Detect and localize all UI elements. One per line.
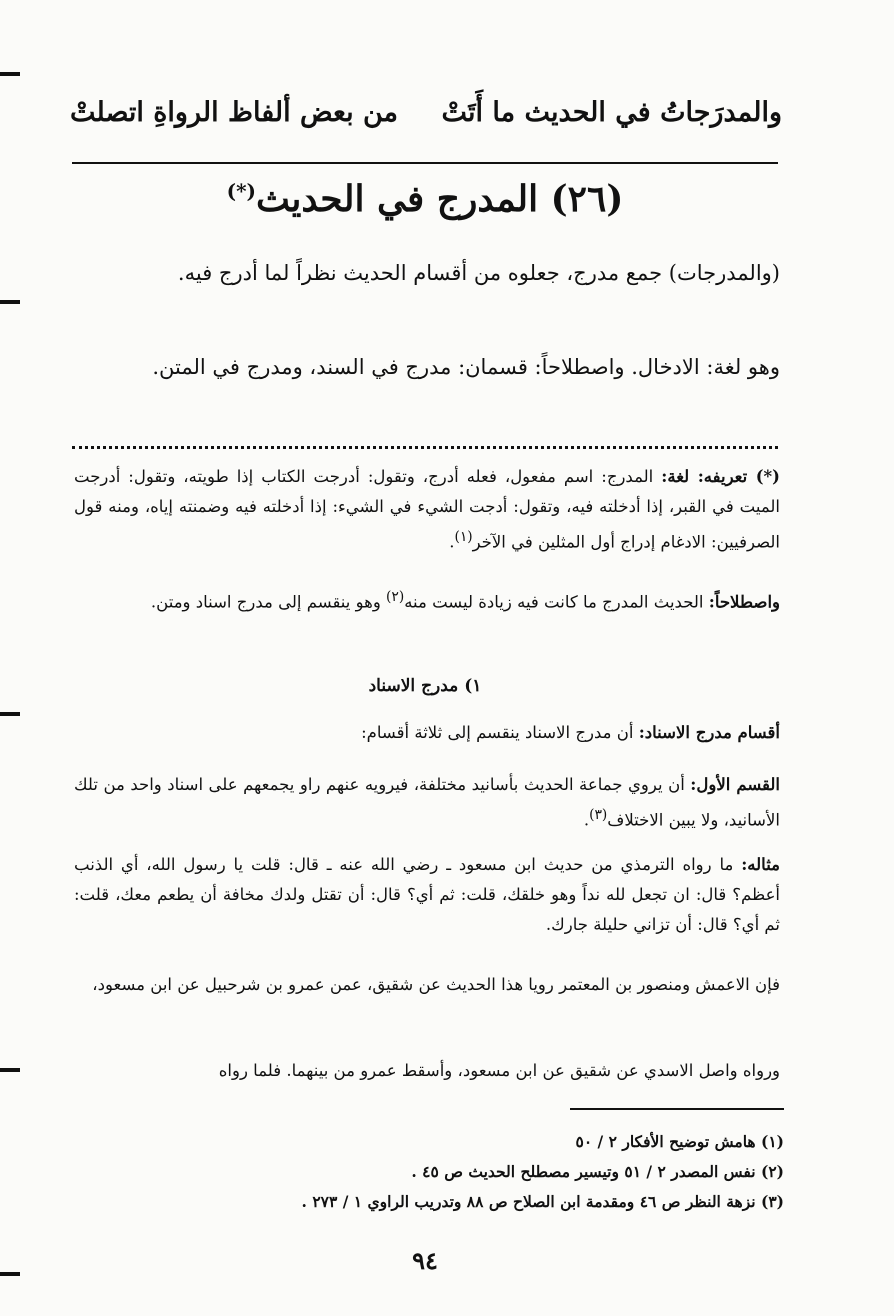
chapter-title-text: (٢٦) المدرج في الحديث xyxy=(256,178,624,220)
terminology-lead: واصطلاحاً: xyxy=(708,592,780,612)
definition-lead: (*) تعريفه: لغة: xyxy=(661,467,780,486)
dotted-separator xyxy=(72,446,778,449)
footnote: (٢) نفس المصدر ٢ / ٥١ وتيسير مصطلح الحديث ص ٤٥ . xyxy=(411,1162,784,1181)
footnote-rule xyxy=(570,1108,784,1110)
page-number: ٩٤ xyxy=(412,1246,438,1275)
divisions-lead: أقسام مدرج الاسناد: xyxy=(638,723,780,742)
terminology-tail: وهو ينقسم إلى مدرج اسناد ومتن. xyxy=(150,592,381,612)
footnote-ref: (٣) xyxy=(589,807,608,823)
body-paragraph: وهو لغة: الادخال. واصطلاحاً: قسمان: مدرج في السند، ومدرج في المتن. xyxy=(152,355,780,379)
example-note xyxy=(74,850,780,940)
chapter-title xyxy=(72,178,778,220)
verse-second-hemistich: من بعض ألفاظ الرواةِ اتصلتْ xyxy=(70,96,399,128)
first-division-note: القسم الأول: أن يروي جماعة الحديث بأسانيد مختلفة، فيرويه عنهم راو يجمعهم على اسناد واحد من تلك الأسانيد، ولا يبين الاختلاف$^{(٣)}$. xyxy=(74,775,780,830)
terminology-note xyxy=(74,582,780,618)
scan-edge-mark xyxy=(0,1272,20,1276)
scan-edge-mark xyxy=(0,1068,20,1072)
scan-edge-mark xyxy=(0,300,20,304)
divisions-text: أن مدرج الاسناد ينقسم إلى ثلاثة أقسام: xyxy=(361,723,634,742)
narration-paragraph: ورواه واصل الاسدي عن شقيق عن ابن مسعود، وأسقط عمرو من بينهما. فلما رواه xyxy=(218,1061,780,1080)
divisions-note xyxy=(74,718,780,748)
first-division-lead: القسم الأول: xyxy=(690,775,780,794)
header-rule xyxy=(72,162,778,164)
example-text: ما رواه الترمذي من حديث ابن مسعود ـ رضي الله عنه ـ قال: قلت يا رسول الله، أي الذنب أعظم؟ قال: ان تجعل لله نداً وهو خلقك، قلت: ثم أي؟ قال: أن تقتل ولدك مخافة أن يطعم معك، قلت: ثم أي؟ قال: أن تزاني حليلة جارك. xyxy=(74,855,780,934)
terminology-text: الحديث المدرج ما كانت فيه زيادة ليست منه xyxy=(404,592,704,612)
footnote: (١) هامش توضيح الأفكار ٢ / ٥٠ xyxy=(575,1132,784,1151)
scan-edge-mark xyxy=(0,72,20,76)
definition-text: المدرج: اسم مفعول، فعله أدرج، وتقول: أدرجت الكتاب إذا طويته، وتقول: أدرجت الميت في القبر، إذا أدخلته فيه، وتقول: أدجت الشيء في الشيء: إذا أدخلته فيه وضمنته إياه، ومنه قول الصرفيين: الادغام إدراج أول المثلين في الآخر xyxy=(74,467,780,552)
footnote-marker: (*) xyxy=(226,179,257,203)
footnote-ref: (٢) xyxy=(386,589,405,605)
section-heading: ١) مدرج الاسناد xyxy=(368,676,482,696)
first-division-text: أن يروي جماعة الحديث بأسانيد مختلفة، فيرويه عنهم راو يجمعهم على اسناد واحد من تلك الأسانيد، ولا يبين الاختلاف xyxy=(74,775,780,830)
poem-verse xyxy=(70,84,782,140)
definition-note: (*) تعريفه: لغة: المدرج: اسم مفعول، فعله أدرج، وتقول: أدرجت الكتاب إذا طويته، وتقول: أدرجت الميت في القبر، إذا أدخلته فيه، وتقول: أدجت الشيء في الشيء: إذا أدخلته فيه وضمنته إياه، ومنه قول الصرفيين: الادغام إدراج أول المثلين في الآخر$^{(١)}$. xyxy=(74,467,780,552)
footnote-ref: (١) xyxy=(454,529,473,545)
verse-first-hemistich: والمدرَجاتُ في الحديث ما أَتَتْ xyxy=(441,96,782,128)
body-paragraph: (والمدرجات) جمع مدرج، جعلوه من أقسام الحديث نظراً لما أدرج فيه. xyxy=(177,261,780,285)
narration-paragraph: فإن الاعمش ومنصور بن المعتمر رويا هذا الحديث عن شقيق، عمن عمرو بن شرحبيل عن ابن مسعود، xyxy=(92,975,780,994)
example-lead: مثاله: xyxy=(741,855,781,874)
footnote: (٣) نزهة النظر ص ٤٦ ومقدمة ابن الصلاح ص ٨٨ وتدريب الراوي ١ / ٢٧٣ . xyxy=(301,1192,784,1211)
scan-edge-mark xyxy=(0,712,20,716)
